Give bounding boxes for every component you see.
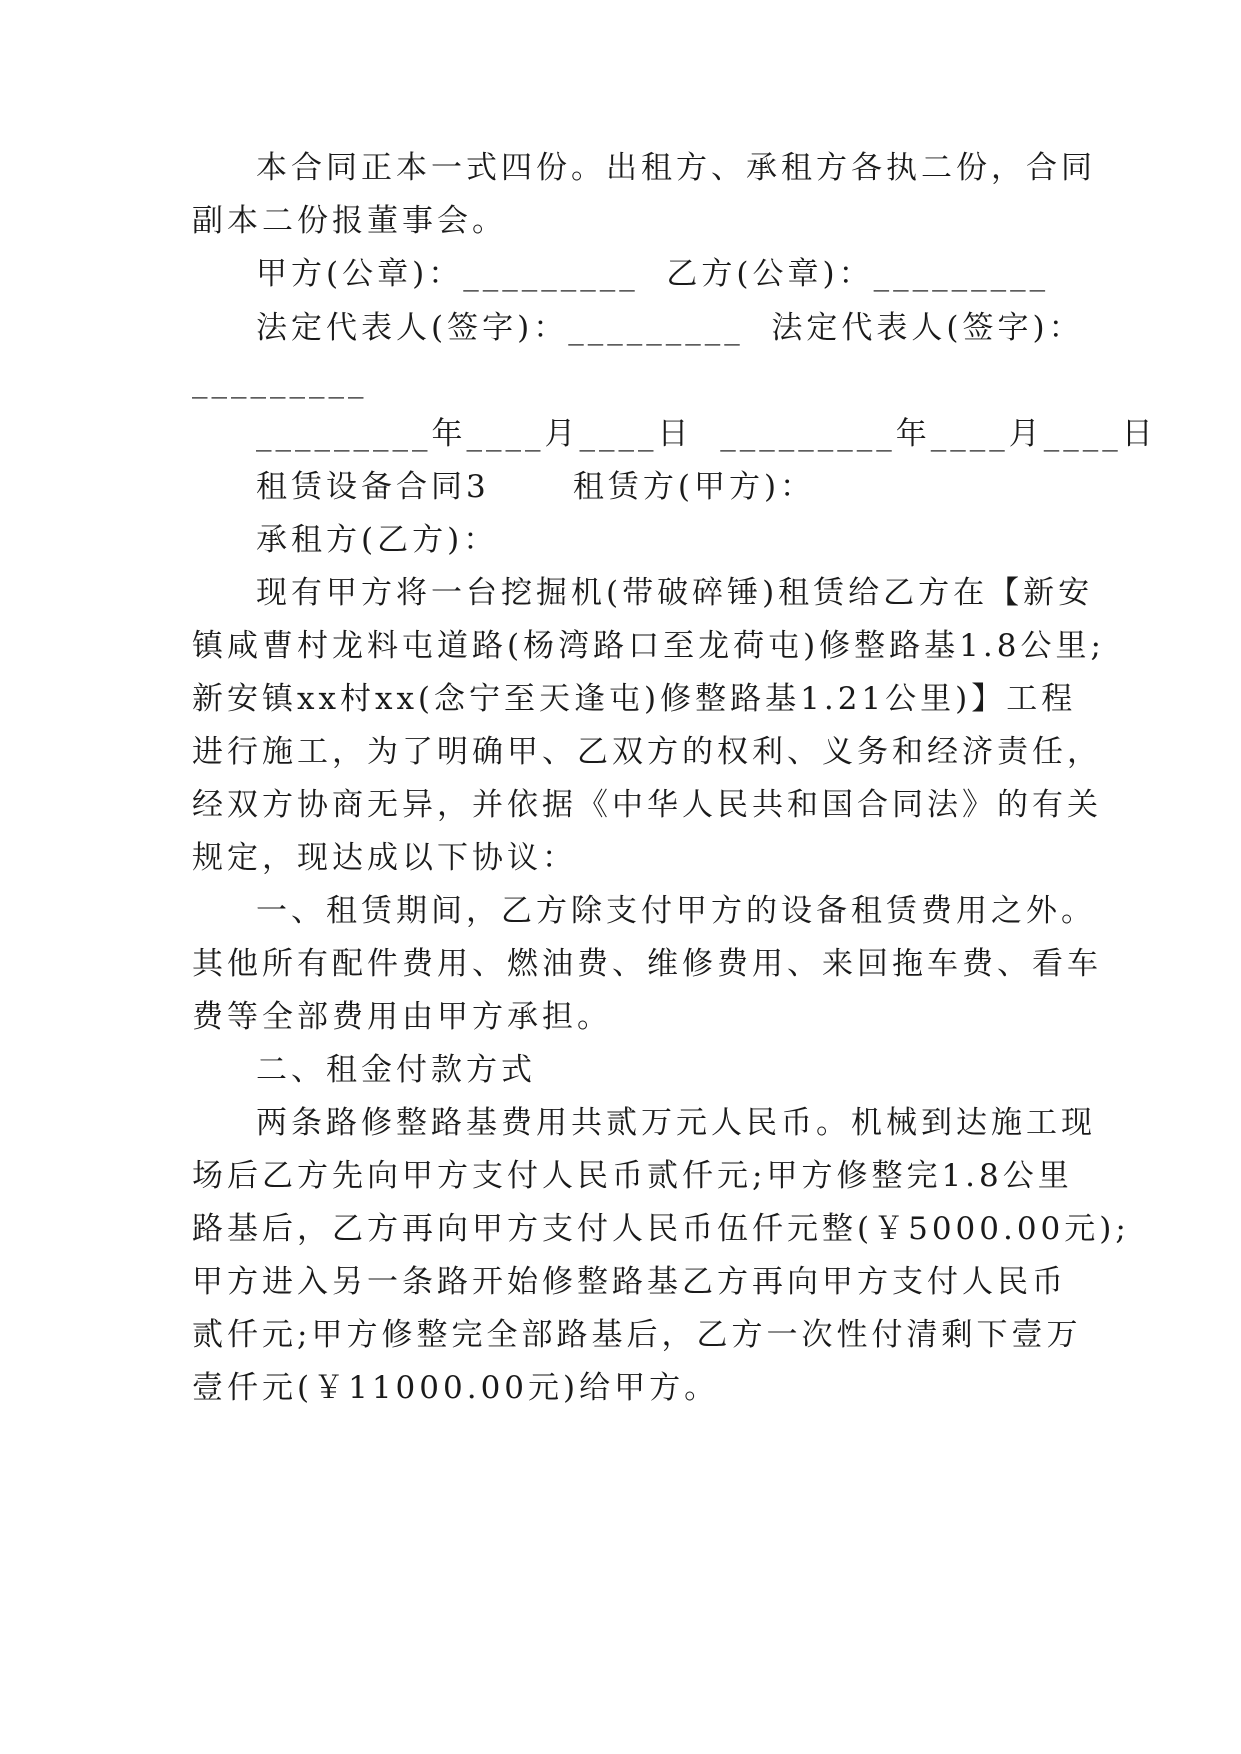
signature-blank: _________ [192,363,368,399]
paragraph-line: 现有甲方将一台挖掘机(带破碎锤)租赁给乙方在【新安 [256,575,1094,611]
paragraph-line: 镇咸曹村龙料屯道路(杨湾路口至龙荷屯)修整路基1.8公里; [192,628,1105,664]
clause-two-heading: 二、租金付款方式 [256,1052,536,1088]
party-line: 承租方(乙方)： [256,522,499,558]
paragraph-line: 本合同正本一式四份。出租方、承租方各执二份，合同 [256,150,1096,186]
paragraph-line: 规定，现达成以下协议： [192,840,577,876]
clause-one: 一、租赁期间，乙方除支付甲方的设备租赁费用之外。 [256,893,1096,929]
paragraph-line: 费等全部费用由甲方承担。 [192,999,612,1035]
paragraph-line: 进行施工，为了明确甲、乙双方的权利、义务和经济责任， [192,734,1102,770]
paragraph-line: 场后乙方先向甲方支付人民币贰仟元;甲方修整完1.8公里 [192,1158,1073,1194]
date-line: _________年____月____日 _________年____月____日 [256,416,1157,452]
paragraph-line: 两条路修整路基费用共贰万元人民币。机械到达施工现 [256,1105,1096,1141]
paragraph-line: 甲方进入另一条路开始修整路基乙方再向甲方支付人民币 [192,1264,1067,1300]
paragraph-line: 路基后，乙方再向甲方支付人民币伍仟元整(￥5000.00元); [192,1211,1130,1247]
paragraph-line: 新安镇xx村xx(念宁至天逢屯)修整路基1.21公里)】工程 [192,681,1077,717]
paragraph-line: 壹仟元(￥11000.00元)给甲方。 [192,1370,720,1406]
paragraph-line: 经双方协商无异，并依据《中华人民共和国合同法》的有关 [192,787,1102,823]
paragraph-line: 副本二份报董事会。 [192,203,507,239]
paragraph-line: 贰仟元;甲方修整完全部路基后，乙方一次性付清剩下壹万 [192,1317,1082,1353]
signature-line-seal: 甲方(公章)：_________ 乙方(公章)：_________ [256,256,1050,292]
paragraph-line: 其他所有配件费用、燃油费、维修费用、来回拖车费、看车 [192,946,1102,982]
signature-line-representative: 法定代表人(签字)：_________ 法定代表人(签字)： [256,310,1084,346]
contract-heading: 租赁设备合同3 租赁方(甲方)： [256,469,816,505]
